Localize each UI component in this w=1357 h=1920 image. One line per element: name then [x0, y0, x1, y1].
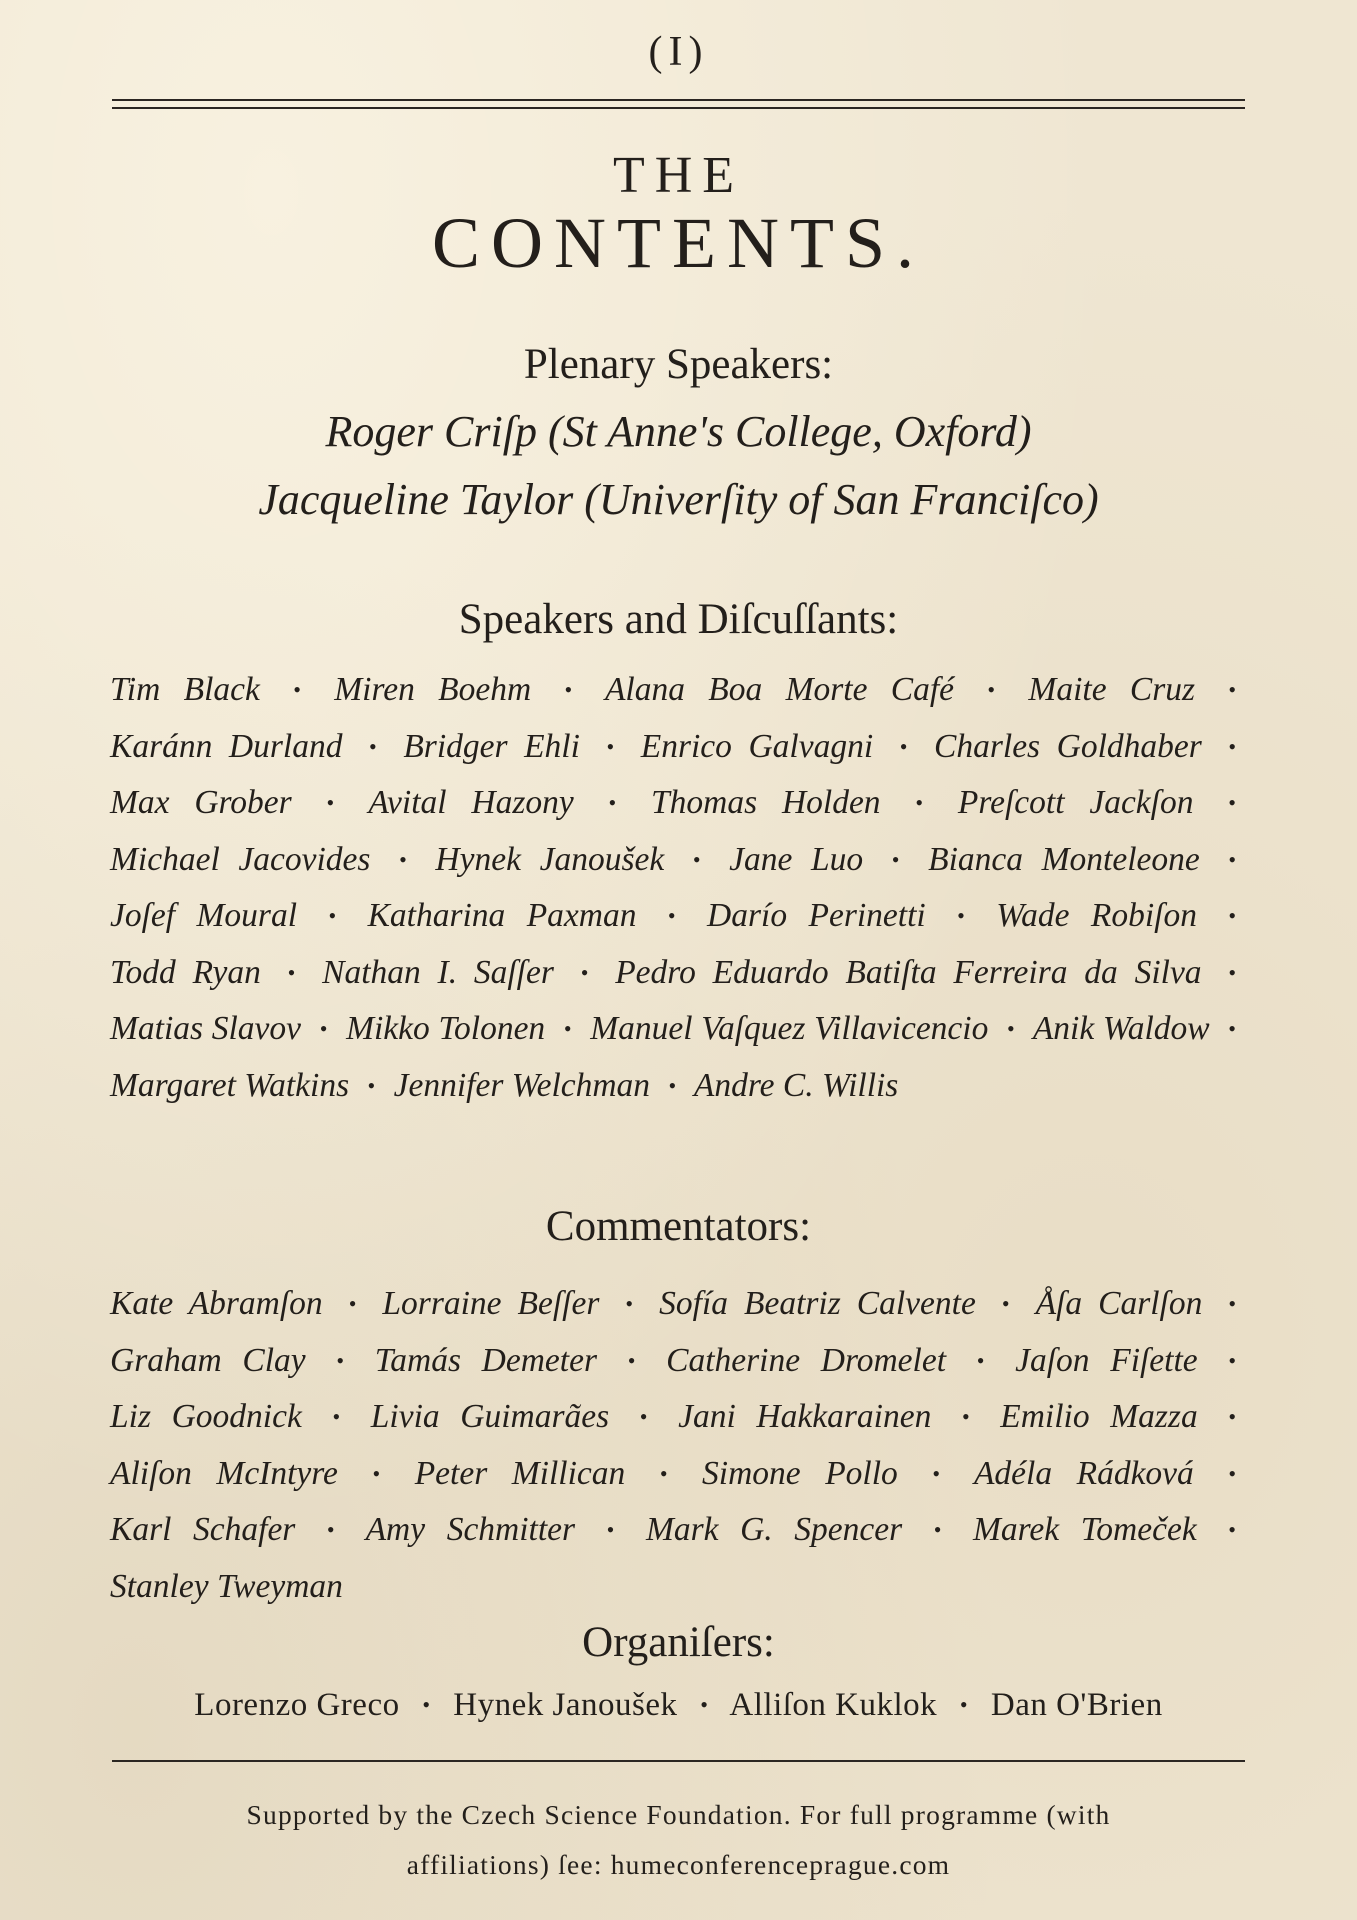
bullet-separator: •: [1228, 1517, 1236, 1542]
bullet-separator: •: [1228, 846, 1237, 872]
bullet-separator: •: [1228, 677, 1237, 702]
bullet-separator: •: [959, 1692, 969, 1717]
bullet-separator: •: [961, 1404, 970, 1429]
commentator-name: Graham Clay: [110, 1341, 306, 1379]
commentator-name: Karl Schafer: [110, 1511, 296, 1548]
bullet-separator: •: [639, 1404, 648, 1429]
bullet-separator: •: [422, 1692, 431, 1717]
bullet-separator: •: [976, 1347, 985, 1373]
commentator-name: Jaſon Fiſette: [1015, 1341, 1198, 1379]
speaker-name: Max Grober: [110, 784, 292, 821]
footer-line-1: Supported by the Czech Science Foundation. For full programme (with: [246, 1799, 1111, 1830]
speaker-name: Michael Jacovides: [110, 840, 371, 878]
bullet-separator: •: [580, 959, 589, 985]
speaker-name: Jane Luo: [729, 840, 864, 878]
speaker-name: Andre C. Willis: [693, 1066, 899, 1104]
plenary-speaker-2: Jacqueline Taylor (Univerſity of San Franciſco): [258, 475, 1099, 524]
commentator-name: Sofía Beatriz Calvente: [659, 1285, 976, 1322]
speaker-name: Mikko Tolonen: [346, 1010, 546, 1047]
bullet-separator: •: [1228, 790, 1236, 815]
page-number: (I): [648, 29, 709, 75]
organiser-name: Dan O'Brien: [990, 1687, 1163, 1723]
organiser-name: Alliſon Kuklok: [729, 1687, 938, 1723]
bullet-separator: •: [1228, 1460, 1237, 1486]
speaker-name: Matias Slavov: [110, 1010, 302, 1047]
commentator-name: Mark G. Spencer: [645, 1511, 903, 1548]
commentator-name: Aliſon McIntyre: [110, 1454, 338, 1492]
bullet-separator: •: [891, 846, 900, 872]
speaker-name: Nathan I. Saſſer: [322, 953, 554, 991]
bullet-separator: •: [700, 1692, 709, 1717]
bullet-separator: •: [915, 790, 924, 815]
speaker-name: Hynek Janoušek: [435, 840, 665, 878]
bullet-separator: •: [348, 1291, 357, 1316]
bullet-separator: •: [564, 677, 573, 702]
commentator-name: Emilio Mazza: [1000, 1398, 1198, 1435]
bullet-separator: •: [563, 1016, 572, 1041]
speaker-name: Avital Hazony: [368, 784, 574, 821]
commentator-name: Peter Millican: [414, 1454, 626, 1492]
commentator-name: Kate Abramſon: [110, 1285, 323, 1322]
speaker-name: Darío Perinetti: [707, 897, 926, 934]
plenary-heading: Plenary Speakers:: [523, 341, 834, 388]
organisers-heading: Organiſers:: [582, 1619, 775, 1666]
commentators-list: [110, 1276, 1246, 1615]
bullet-separator: •: [606, 733, 615, 759]
commentator-name: Adéla Rádková: [973, 1454, 1194, 1492]
commentator-name: Livia Guimarães: [370, 1398, 610, 1435]
title-the: THE: [612, 147, 745, 204]
speakers-list: [110, 662, 1246, 1114]
speaker-name: Enrico Galvagni: [640, 727, 874, 765]
speaker-name: Wade Robiſon: [996, 897, 1197, 934]
bullet-separator: •: [625, 1291, 634, 1316]
bullet-separator: •: [1001, 1291, 1010, 1316]
speaker-name: Katharina Paxman: [367, 897, 637, 934]
commentator-name: Stanley Tweyman: [110, 1567, 343, 1605]
plenary-speaker-1: Roger Criſp (St Anne's College, Oxford): [325, 407, 1032, 456]
bullet-separator: •: [659, 1460, 668, 1486]
bullet-separator: •: [692, 846, 701, 872]
bullet-separator: •: [1228, 1016, 1236, 1041]
bullet-separator: •: [1228, 1404, 1237, 1429]
commentator-name: Amy Schmitter: [365, 1511, 576, 1548]
bullet-separator: •: [326, 790, 335, 815]
commentator-name: Jani Hakkarainen: [678, 1398, 932, 1435]
speaker-name: Tim Black: [110, 671, 260, 708]
bullet-separator: •: [933, 1517, 942, 1542]
commentator-name: Catherine Dromelet: [666, 1341, 947, 1379]
bullet-separator: •: [1228, 1347, 1237, 1373]
bullet-separator: •: [608, 790, 617, 815]
bullet-separator: •: [932, 1460, 941, 1486]
speaker-name: Joſef Moural: [110, 897, 298, 934]
bullet-separator: •: [667, 903, 676, 928]
organiser-name: Hynek Janoušek: [453, 1687, 678, 1723]
speaker-name: Alana Boa Morte Café: [604, 671, 955, 708]
bullet-separator: •: [287, 959, 296, 985]
title-contents: CONTENTS.: [432, 203, 925, 283]
commentator-name: Simone Pollo: [702, 1454, 898, 1492]
bullet-separator: •: [369, 733, 377, 759]
speaker-name: Charles Goldhaber: [934, 727, 1202, 765]
bullet-separator: •: [606, 1517, 615, 1542]
speaker-name: Jennifer Welchman: [393, 1066, 651, 1104]
speaker-name: Anik Waldow: [1032, 1010, 1210, 1047]
commentator-name: Marek Tomeček: [972, 1511, 1197, 1548]
footer-rule: [112, 1760, 1245, 1762]
bullet-separator: •: [399, 846, 407, 872]
speaker-name: Miren Boehm: [334, 671, 532, 708]
speakers-heading: Speakers and Diſcuſſants:: [458, 596, 899, 643]
commentator-name: Åſa Carlſon: [1035, 1285, 1203, 1322]
bullet-separator: •: [957, 903, 965, 928]
bullet-separator: •: [1007, 1016, 1015, 1041]
commentator-name: Liz Goodnick: [110, 1398, 302, 1435]
bullet-separator: •: [1228, 733, 1237, 759]
speaker-name: Karánn Durland: [110, 727, 343, 765]
bullet-separator: •: [326, 1517, 335, 1542]
organiser-name: Lorenzo Greco: [194, 1687, 400, 1723]
commentators-heading: Commentators:: [545, 1203, 812, 1250]
bullet-separator: •: [367, 1072, 376, 1098]
footer-line-2: affiliations) ſee: humeconferenceprague.com: [406, 1849, 951, 1880]
speaker-name: Thomas Holden: [651, 784, 881, 821]
bullet-separator: •: [1228, 903, 1237, 928]
bullet-separator: •: [1228, 959, 1237, 985]
bullet-separator: •: [987, 677, 996, 702]
commentator-name: Tamás Demeter: [374, 1341, 598, 1379]
organisers-list: [0, 1687, 1357, 1724]
speaker-name: Bridger Ehli: [403, 727, 580, 765]
footer-note: [130, 1790, 1227, 1890]
bullet-separator: •: [319, 1016, 328, 1041]
bullet-separator: •: [627, 1347, 636, 1373]
speaker-name: Manuel Vaſquez Villavicencio: [590, 1010, 989, 1047]
speaker-name: Bianca Monteleone: [928, 840, 1200, 878]
speaker-name: Margaret Watkins: [110, 1066, 350, 1104]
speaker-name: Pedro Eduardo Batiſta Ferreira da Silva: [615, 953, 1202, 991]
header-double-rule: [112, 99, 1245, 109]
commentator-name: Lorraine Beſſer: [382, 1285, 600, 1322]
speaker-name: Todd Ryan: [110, 953, 261, 991]
bullet-separator: •: [899, 733, 908, 759]
bullet-separator: •: [336, 1347, 345, 1373]
bullet-separator: •: [668, 1072, 677, 1098]
speaker-name: Maite Cruz: [1028, 671, 1196, 708]
bullet-separator: •: [293, 677, 301, 702]
bullet-separator: •: [372, 1460, 381, 1486]
bullet-separator: •: [328, 903, 337, 928]
bullet-separator: •: [332, 1404, 341, 1429]
speaker-name: Preſcott Jackſon: [957, 784, 1194, 821]
bullet-separator: •: [1228, 1291, 1237, 1316]
